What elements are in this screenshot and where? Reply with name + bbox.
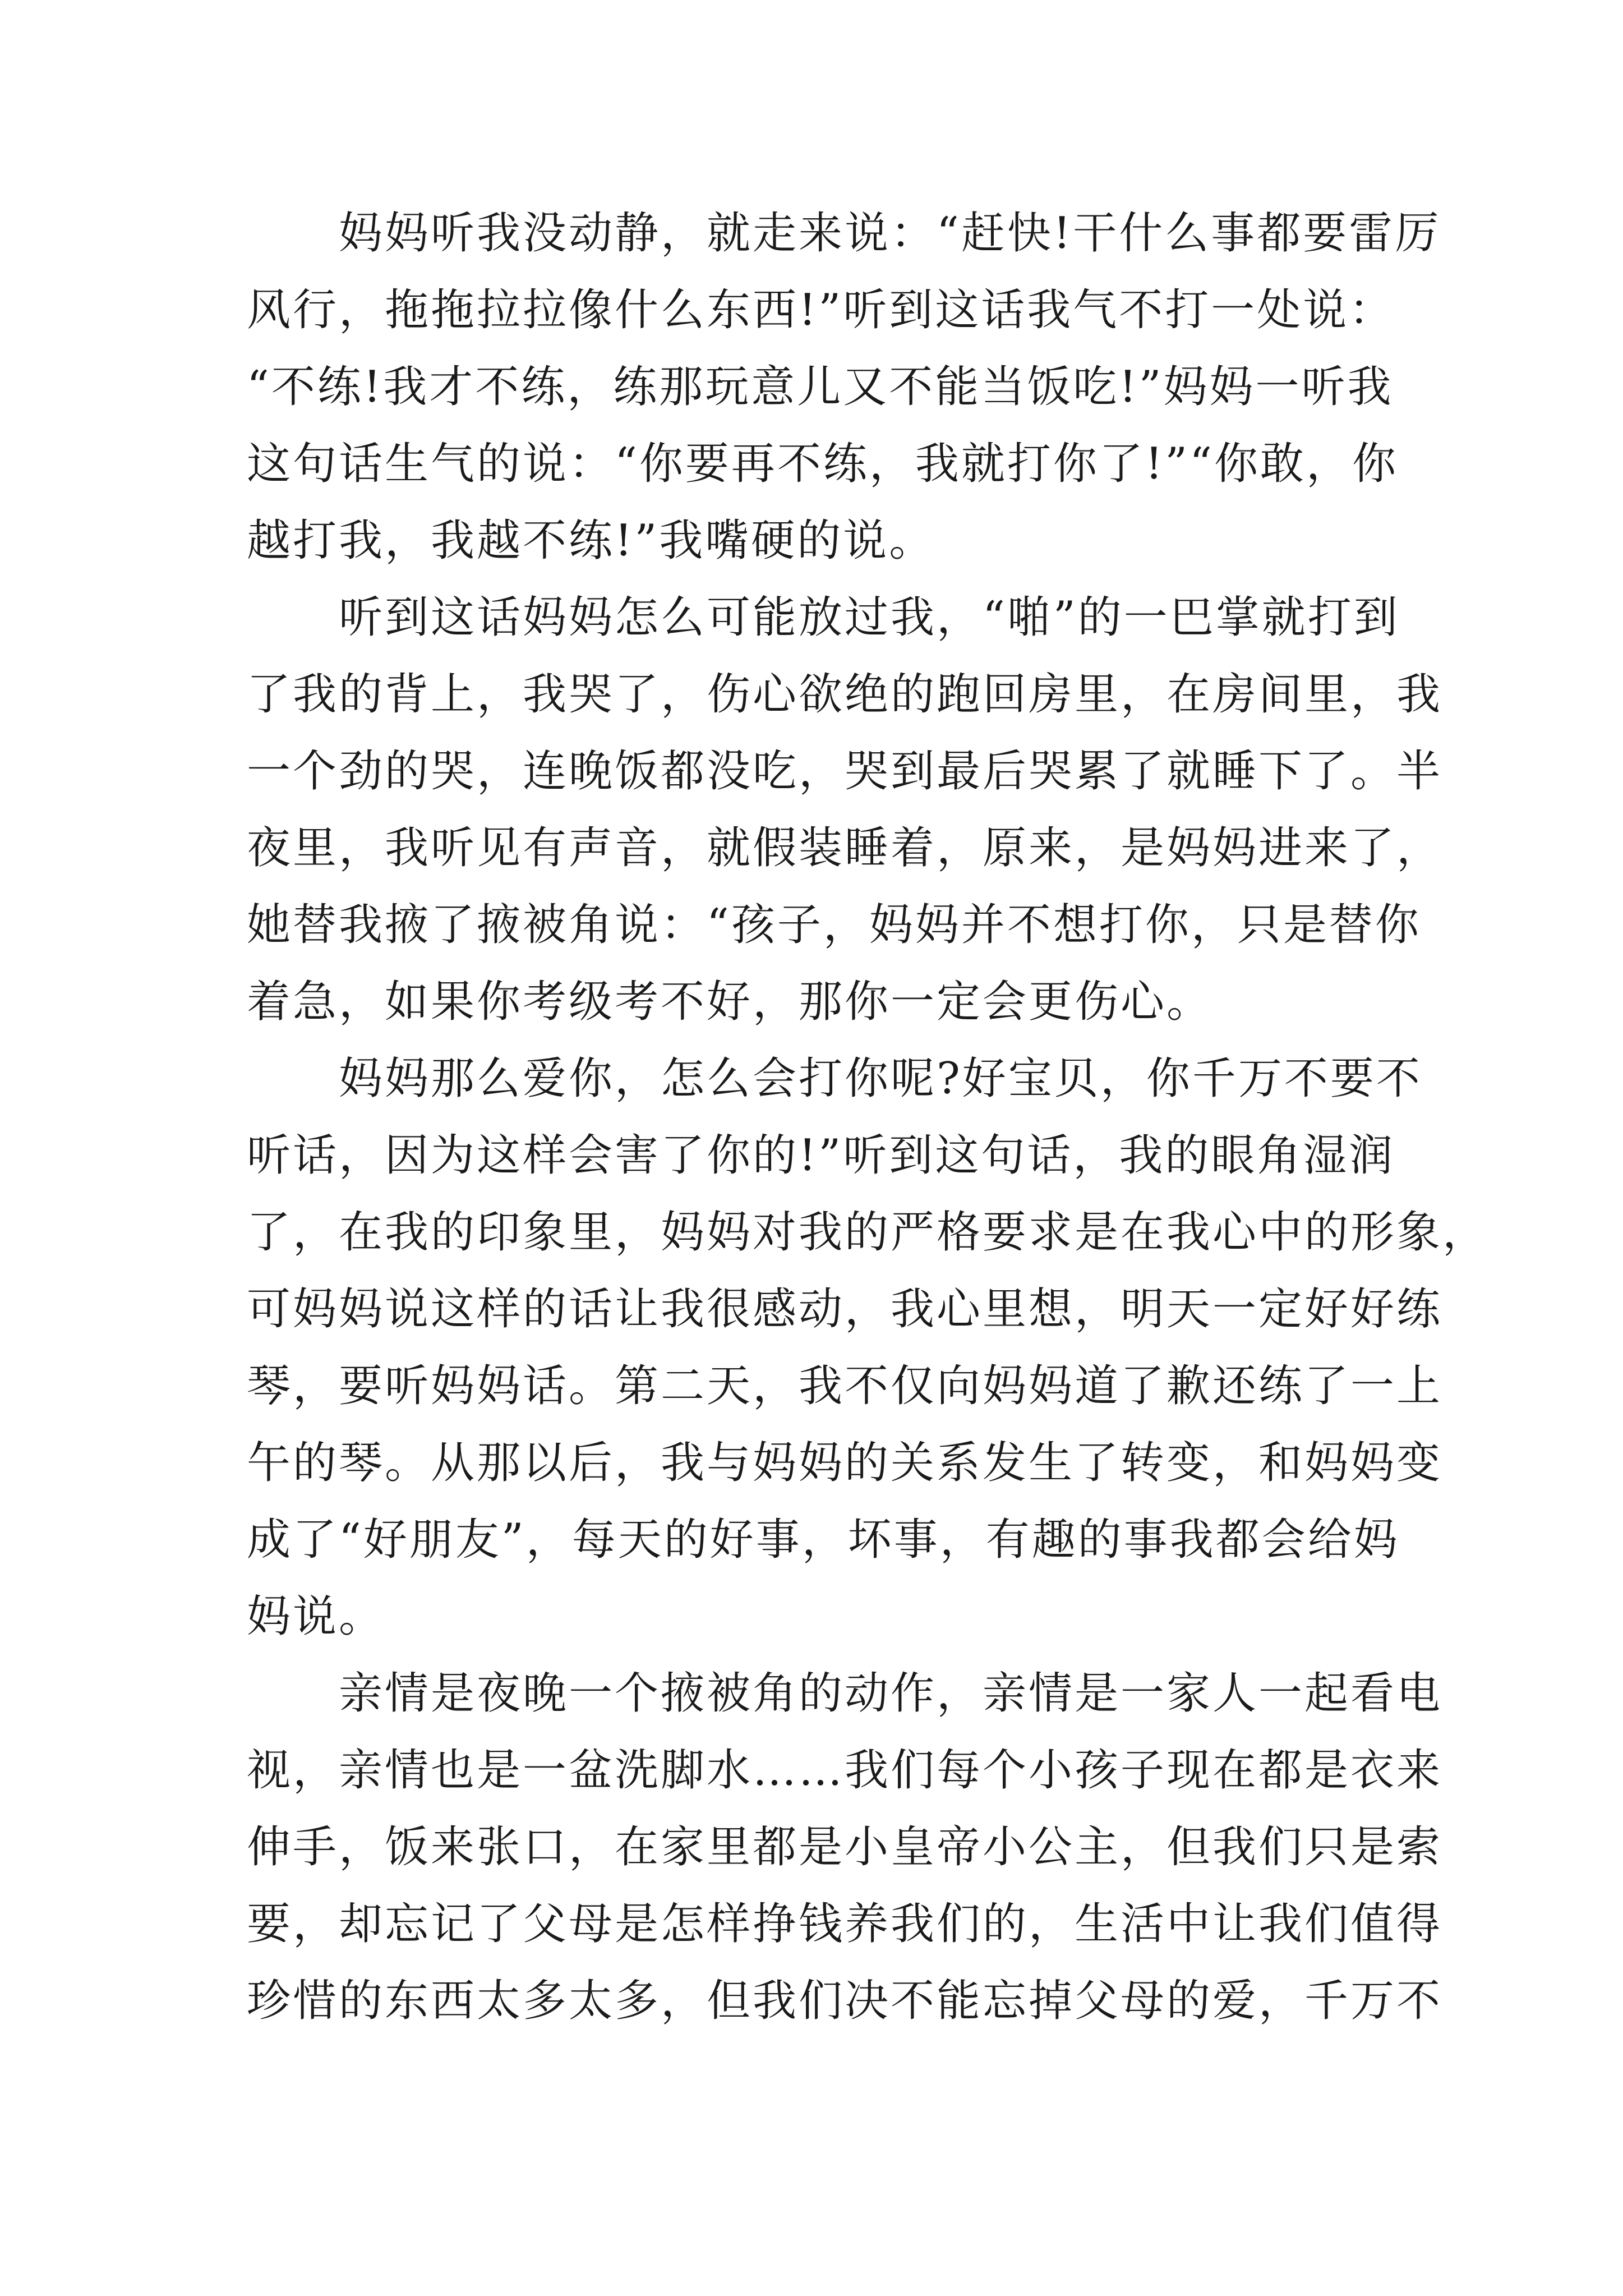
text-line: 她替我掖了掖被角说：“孩子，妈妈并不想打你，只是替你 [247,900,1421,950]
text-line: 了我的背上，我哭了，伤心欲绝的跑回房里，在房间里，我 [247,669,1443,720]
text-line: 越打我，我越不练!”我嘴硬的说。 [247,516,935,566]
text-line: 伸手，饭来张口，在家里都是小皇帝小公主，但我们只是索 [247,1822,1443,1872]
paragraph-1 [247,195,1441,579]
text-line: “不练!我才不练，练那玩意儿又不能当饭吃!”妈妈一听我 [247,362,1394,412]
text-line: 了，在我的印象里，妈妈对我的严格要求是在我心中的形象， [247,1207,1489,1258]
text-line: 风行，拖拖拉拉像什么东西!”听到这话我气不打一处说： [247,285,1395,335]
text-line: 一个劲的哭，连晚饭都没吃，哭到最后哭累了就睡下了。半 [247,746,1443,797]
paragraph-3 [247,1041,1489,1655]
text-line: 要，却忘记了父母是怎样挣钱养我们的，生活中让我们值得 [247,1899,1443,1949]
text-line: 成了“好朋友”，每天的好事，坏事，有趣的事我都会给妈 [247,1515,1400,1565]
text-line: 夜里，我听见有声音，就假装睡着，原来，是妈妈进来了， [247,823,1443,873]
text-line: 这句话生气的说：“你要再不练，我就打你了!”“你敢，你 [247,439,1398,489]
text-line: 妈妈听我没动静，就走来说：“赶快!干什么事都要雷厉 [247,208,1441,259]
text-line: 妈妈那么爱你，怎么会打你呢?好宝贝，你千万不要不 [247,1053,1422,1104]
text-line: 亲情是夜晚一个掖被角的动作，亲情是一家人一起看电 [247,1668,1443,1719]
text-line: 视，亲情也是一盆洗脚水……我们每个小孩子现在都是衣来 [247,1745,1443,1796]
paragraph-2 [247,579,1443,1041]
paragraph-4 [247,1655,1443,2040]
document-body [247,195,1489,2040]
text-line: 妈说。 [247,1591,385,1642]
text-line: 珍惜的东西太多太多，但我们决不能忘掉父母的爱，千万不 [247,1976,1443,2026]
text-line: 琴，要听妈妈话。第二天，我不仅向妈妈道了歉还练了一上 [247,1361,1443,1411]
text-line: 午的琴。从那以后，我与妈妈的关系发生了转变，和妈妈变 [247,1438,1443,1488]
text-line: 听到这话妈妈怎么可能放过我，“啪”的一巴掌就打到 [247,592,1400,643]
text-line: 着急，如果你考级考不好，那你一定会更伤心。 [247,977,1213,1027]
text-line: 听话，因为这样会害了你的!”听到这句话，我的眼角湿润 [247,1130,1395,1181]
text-line: 可妈妈说这样的话让我很感动，我心里想，明天一定好好练 [247,1284,1443,1335]
